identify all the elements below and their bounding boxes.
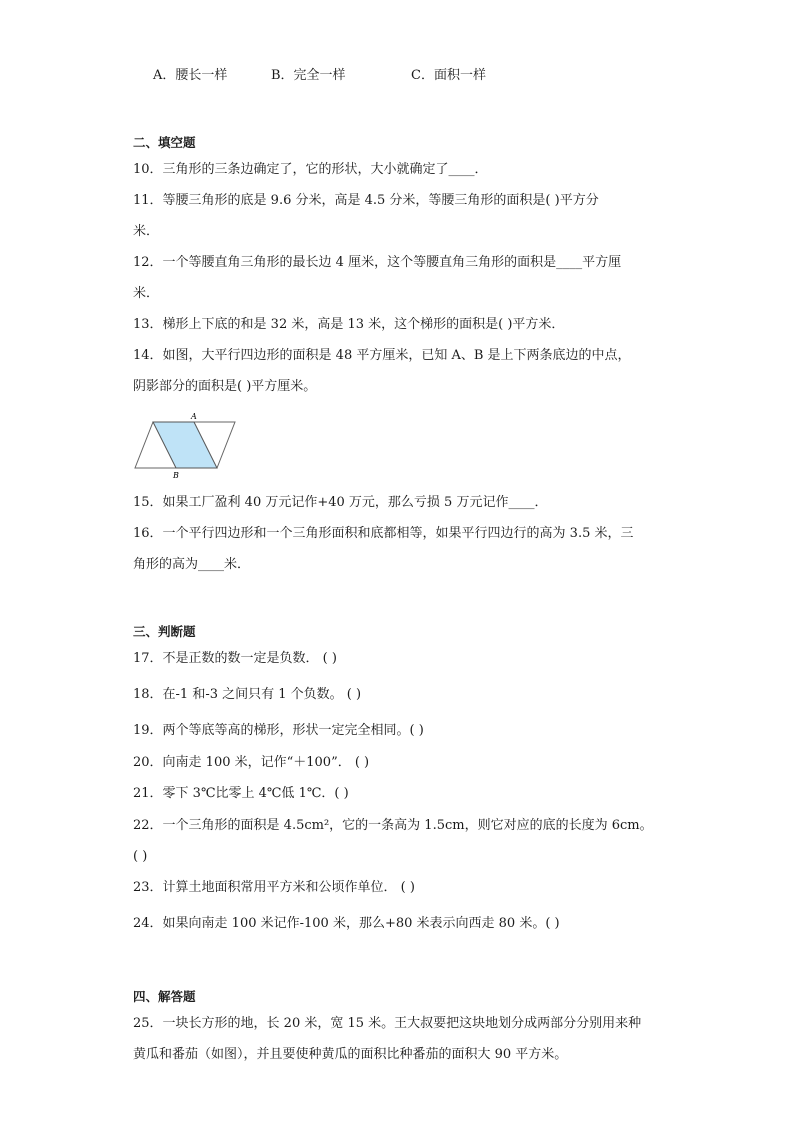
option-b: B．完全一样 [271,68,346,83]
question-16-line1: 16．一个平行四边形和一个三角形面积和底都相等，如果平行四边行的高为 3.5 米，三 [133,526,634,541]
question-14-line2: 阴影部分的面积是( )平方厘米。 [133,379,317,394]
label-b: B [173,471,179,480]
question-12-line2: 米． [133,286,160,301]
question-25-line2: 黄瓜和番茄（如图），并且要使种黄瓜的面积比种番茄的面积大 90 平方米。 [133,1047,568,1062]
option-c: C．面积一样 [411,68,486,83]
question-17: 17．不是正数的数一定是负数． ( ) [133,651,337,666]
section-solve-heading: 四、解答题 [133,989,196,1004]
label-a: A [191,412,197,421]
question-15: 15．如果工厂盈利 40 万元记作+40 万元，那么亏损 5 万元记作____． [133,495,548,510]
question-11-line1: 11．等腰三角形的底是 9.6 分米，高是 4.5 分米，等腰三角形的面积是( )平方分 [133,193,599,208]
question-25-line1: 25．一块长方形的地，长 20 米，宽 15 米。王大叔要把这块地划分成两部分分别用来种 [133,1016,642,1031]
question-12-line1: 12．一个等腰直角三角形的最长边 4 厘米，这个等腰直角三角形的面积是____平方厘 [133,255,622,270]
parallelogram-figure [133,410,237,480]
shaded-parallelogram [153,422,217,468]
question-22-line1: 22．一个三角形的面积是 4.5cm²，它的一条高为 1.5cm，则它对应的底的长度为 6cm。 [133,818,653,833]
question-11-line2: 米． [133,224,160,239]
question-13: 13．梯形上下底的和是 32 米，高是 13 米，这个梯形的面积是( )平方米． [133,317,565,332]
question-18: 18．在-1 和-3 之间只有 1 个负数。 ( ) [133,687,362,702]
option-a: A．腰长一样 [153,68,228,83]
question-22-line2: ( ) [133,849,148,864]
section-judge-heading: 三、判断题 [133,624,196,639]
question-23: 23．计算土地面积常用平方米和公顷作单位． ( ) [133,880,415,895]
section-fill-heading: 二、填空题 [133,135,196,150]
question-21: 21．零下 3℃比零上 4℃低 1℃．( ) [133,786,349,801]
question-20: 20．向南走 100 米，记作“＋100”． ( ) [133,755,370,770]
question-14-line1: 14．如图，大平行四边形的面积是 48 平方厘米，已知 A、B 是上下两条底边的中点， [133,348,631,363]
question-10: 10．三角形的三条边确定了，它的形状，大小就确定了____． [133,162,488,177]
question-24: 24．如果向南走 100 米记作-100 米，那么+80 米表示向西走 80 米。( ) [133,916,560,931]
question-19: 19．两个等底等高的梯形，形状一定完全相同。( ) [133,723,424,738]
question-16-line2: 角形的高为____米． [133,557,251,572]
